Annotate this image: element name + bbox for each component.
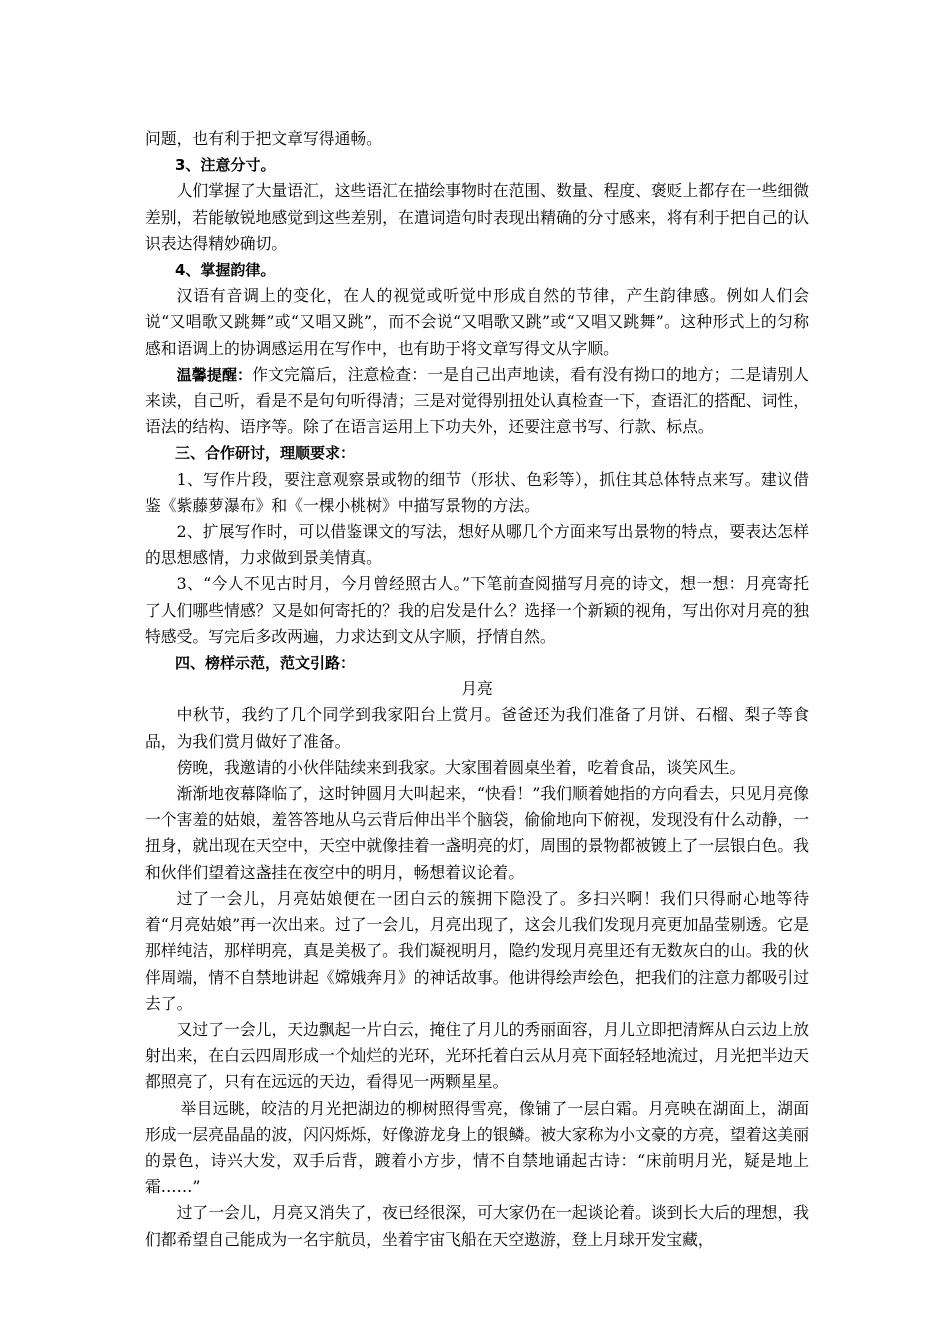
tip-text: 作文完篇后，注意检查：一是自己出声地读，看有没有拗口的地方；二是请别人来读，自己听，看是不是句句听得清；三是对觉得别扭处认真检查一下，查语汇的搭配、词性，语法的结构、语序等。除了在语言运用上下功夫外，还要注意书写、行款、标点。: [145, 364, 809, 437]
essay-title: 月亮: [461, 679, 493, 699]
tip-label: 温馨提醒：: [176, 365, 253, 384]
essay-paragraph: 渐渐地夜幕降临了，这时钟圆月大叫起来，“快看！”我们顺着她指的方向看去，只见月亮像一个害羞的姑娘，羞答答地从乌云背后伸出半个脑袋，偷偷地向下俯视，发现没有什么动静，一扭身，就出现在天空中，天空中就像挂着一盏明亮的灯，周围的景物都被镀上了一层银白色。我和伙伴们望着这盏挂在夜空中的明月，畅想着议论着。: [145, 784, 809, 882]
essay-paragraph: 又过了一会儿，天边飘起一片白云，掩住了月儿的秀丽面容，月儿立即把清辉从白云边上放射出来，在白云四周形成一个灿烂的光环，光环托着白云从月亮下面轻轻地流过，月光把半边天都照亮了，只有在远远的天边，看得见一两颗星星。: [145, 1019, 809, 1092]
section3-item: 1、写作片段，要注意观察景或物的细节（形状、色彩等），抓住其总体特点来写。建议借鉴《紫藤萝瀑布》和《一棵小桃树》中描写景物的方法。: [145, 469, 809, 515]
paragraph-measure: 人们掌握了大量语汇，这些语汇在描绘事物时在范围、数量、程度、褒贬上都存在一些细微差别，若能敏锐地感觉到这些差别，在遣词造句时表现出精确的分寸感来，将有利于把自己的认识表达得精妙确切。: [145, 181, 809, 253]
heading-attention-measure: 3、注意分寸。: [175, 156, 276, 175]
heading-section-3: 三、合作研讨，理顺要求：: [175, 444, 356, 463]
essay-paragraph: 举目远眺，皎洁的月光把湖边的柳树照得雪亮，像铺了一层白霜。月亮映在湖面上，湖面形成一层亮晶晶的波，闪闪烁烁，好像游龙身上的银鳞。被大家称为小文豪的方亮，望着这美丽的景色，诗兴大发，双手后背，踱着小方步，情不自禁地诵起古诗：“床前明月光，疑是地上霜……”: [145, 1098, 809, 1197]
essay-paragraph: 过了一会儿，月亮又消失了，夜已经很深，可大家仍在一起谈论着。谈到长大后的理想，我们都希望自己能成为一名宇航员，坐着宇宙飞船在天空遨游，登上月球开发宝藏，: [145, 1203, 809, 1249]
essay-paragraph: 傍晚，我邀请的小伙伴陆续来到我家。大家围着圆桌坐着，吃着食品，谈笑风生。: [176, 757, 746, 777]
essay-paragraph: 过了一会儿，月亮姑娘便在一团白云的簇拥下隐没了。多扫兴啊！我们只得耐心地等待着“月亮姑娘”再一次出来。过了一会儿，月亮出现了，这会儿我们发现月亮更加晶莹剔透。它是那样纯洁，那样明亮，真是美极了。我们凝视明月，隐约发现月亮里还有无数灰白的山。我的伙伴周端，情不自禁地讲起《嫦娥奔月》的神话故事。他讲得绘声绘色，把我们的注意力都吸引过去了。: [145, 888, 809, 1013]
document-page: [145, 126, 809, 1253]
essay-paragraph: 中秋节，我约了几个同学到我家阳台上赏月。爸爸还为我们准备了月饼、石榴、梨子等食品，为我们赏月做好了准备。: [145, 705, 809, 751]
section3-item: 3、“今人不见古时月，今月曾经照古人。”下笔前查阅描写月亮的诗文，想一想：月亮寄托了人们哪些情感？又是如何寄托的？我的启发是什么？选择一个新颖的视角，写出你对月亮的独特感受。写完后多改两遍，力求达到文从字顺，抒情自然。: [145, 574, 809, 646]
heading-section-4: 四、榜样示范，范文引路：: [175, 654, 356, 673]
continued-paragraph: 问题，也有利于把文章写得通畅。: [145, 129, 382, 148]
paragraph-rhythm: 汉语有音调上的变化，在人的视觉或听觉中形成自然的节律，产生韵律感。例如人们会说“又唱歌又跳舞”或“又唱又跳”，而不会说“又唱歌又跳”或“又唱又跳舞”。这种形式上的匀称感和语调上的协调感运用在写作中，也有助于将文章写得文从字顺。: [145, 286, 809, 358]
section3-item: 2、扩展写作时，可以借鉴课文的写法，想好从哪几个方面来写出景物的特点，要表达怎样的思想感情，力求做到景美情真。: [145, 522, 809, 568]
paragraph-tip: [145, 362, 809, 441]
heading-rhythm: 4、掌握韵律。: [175, 261, 276, 280]
